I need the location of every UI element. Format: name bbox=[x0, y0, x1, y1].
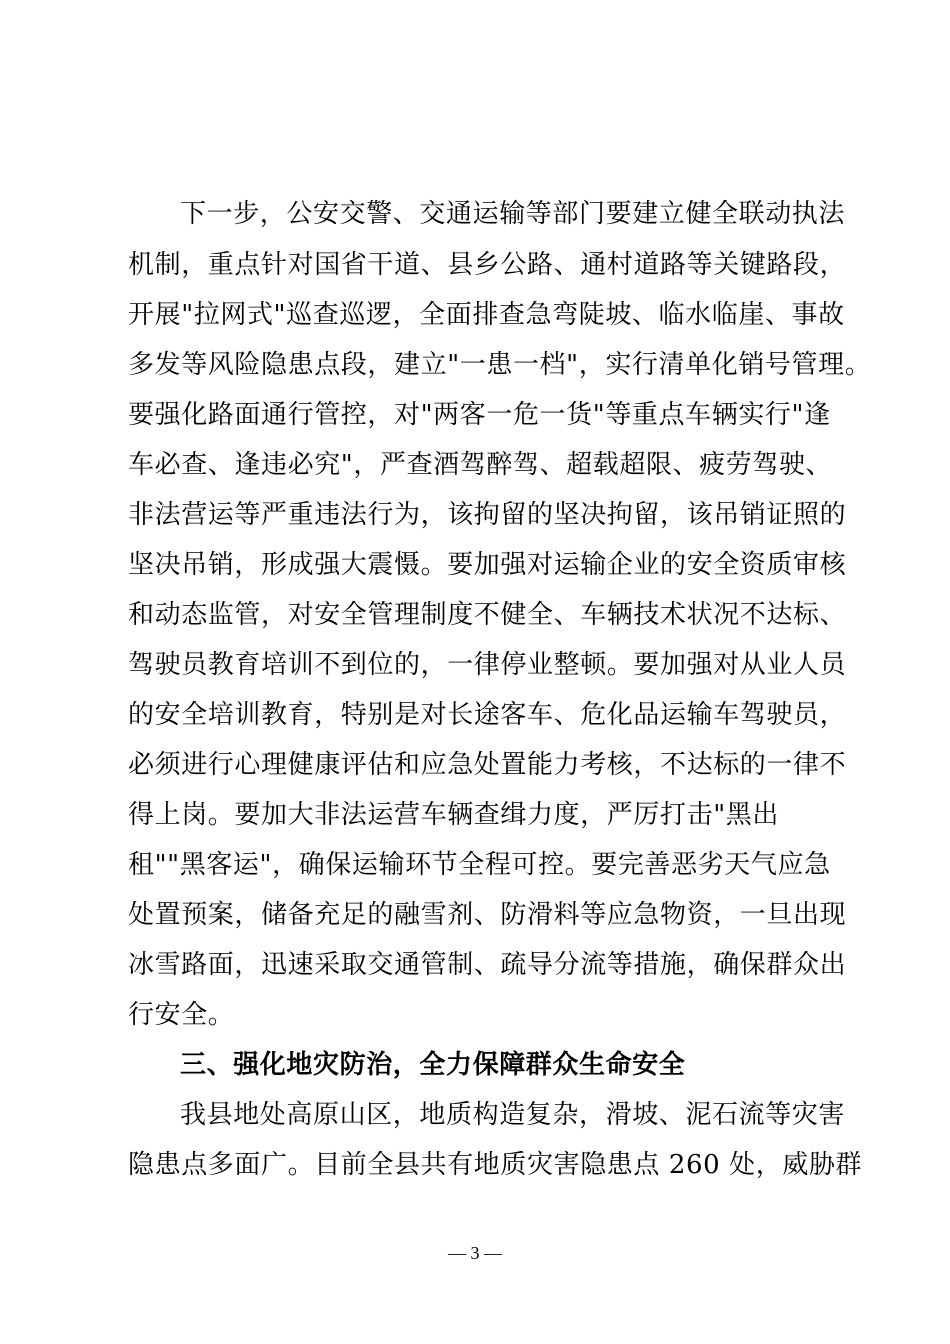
paragraph-1-line-7: 非法营运等严重违法行为，该拘留的坚决拘留，该吊销证照的 bbox=[128, 500, 847, 530]
paragraph-1-line-15: 处置预案，储备充足的融雪剂、防滑料等应急物资，一旦出现 bbox=[128, 900, 847, 930]
paragraph-1-line-1: 下一步，公安交警、交通运输等部门要建立健全联动执法 bbox=[180, 199, 846, 229]
paragraph-1-line-5: 要强化路面通行管控，对"两客一危一货"等重点车辆实行"逢 bbox=[128, 400, 831, 430]
section-heading-3: 三、强化地灾防治，全力保障群众生命安全 bbox=[180, 1050, 686, 1080]
paragraph-1-line-2: 机制，重点针对国省干道、县乡公路、通村道路等关键路段， bbox=[128, 250, 847, 280]
paragraph-1-line-14: 租""黑客运"，确保运输环节全程可控。要完善恶劣天气应急 bbox=[128, 850, 831, 880]
paragraph-1-line-4: 多发等风险隐患点段，建立"一患一档"，实行清单化销号管理。 bbox=[128, 350, 872, 380]
page-number: — 3 — bbox=[448, 1243, 502, 1263]
paragraph-1-line-16: 冰雪路面，迅速采取交通管制、疏导分流等措施，确保群众出 bbox=[128, 950, 847, 980]
paragraph-2-line-2: 隐患点多面广。目前全县共有地质灾害隐患点 260 处，威胁群 bbox=[128, 1150, 863, 1180]
paragraph-1-line-17: 行安全。 bbox=[128, 1000, 235, 1030]
paragraph-1-line-8: 坚决吊销，形成强大震慑。要加强对运输企业的安全资质审核 bbox=[128, 550, 847, 580]
paragraph-1-line-9: 和动态监管，对安全管理制度不健全、车辆技术状况不达标、 bbox=[128, 600, 847, 630]
paragraph-1-line-3: 开展"拉网式"巡查巡逻，全面排查急弯陡坡、临水临崖、事故 bbox=[128, 300, 845, 330]
paragraph-1-line-12: 必须进行心理健康评估和应急处置能力考核，不达标的一律不 bbox=[128, 750, 847, 780]
paragraph-2-line-1: 我县地处高原山区，地质构造复杂，滑坡、泥石流等灾害 bbox=[180, 1100, 846, 1130]
paragraph-1-line-6: 车必查、逢违必究"，严查酒驾醉驾、超载超限、疲劳驾驶、 bbox=[128, 450, 833, 480]
paragraph-1-line-11: 的安全培训教育，特别是对长途客车、危化品运输车驾驶员， bbox=[128, 700, 847, 730]
paragraph-1-line-10: 驾驶员教育培训不到位的，一律停业整顿。要加强对从业人员 bbox=[128, 650, 847, 680]
paragraph-1-line-13: 得上岗。要加大非法运营车辆查缉力度，严厉打击"黑出 bbox=[128, 800, 779, 830]
